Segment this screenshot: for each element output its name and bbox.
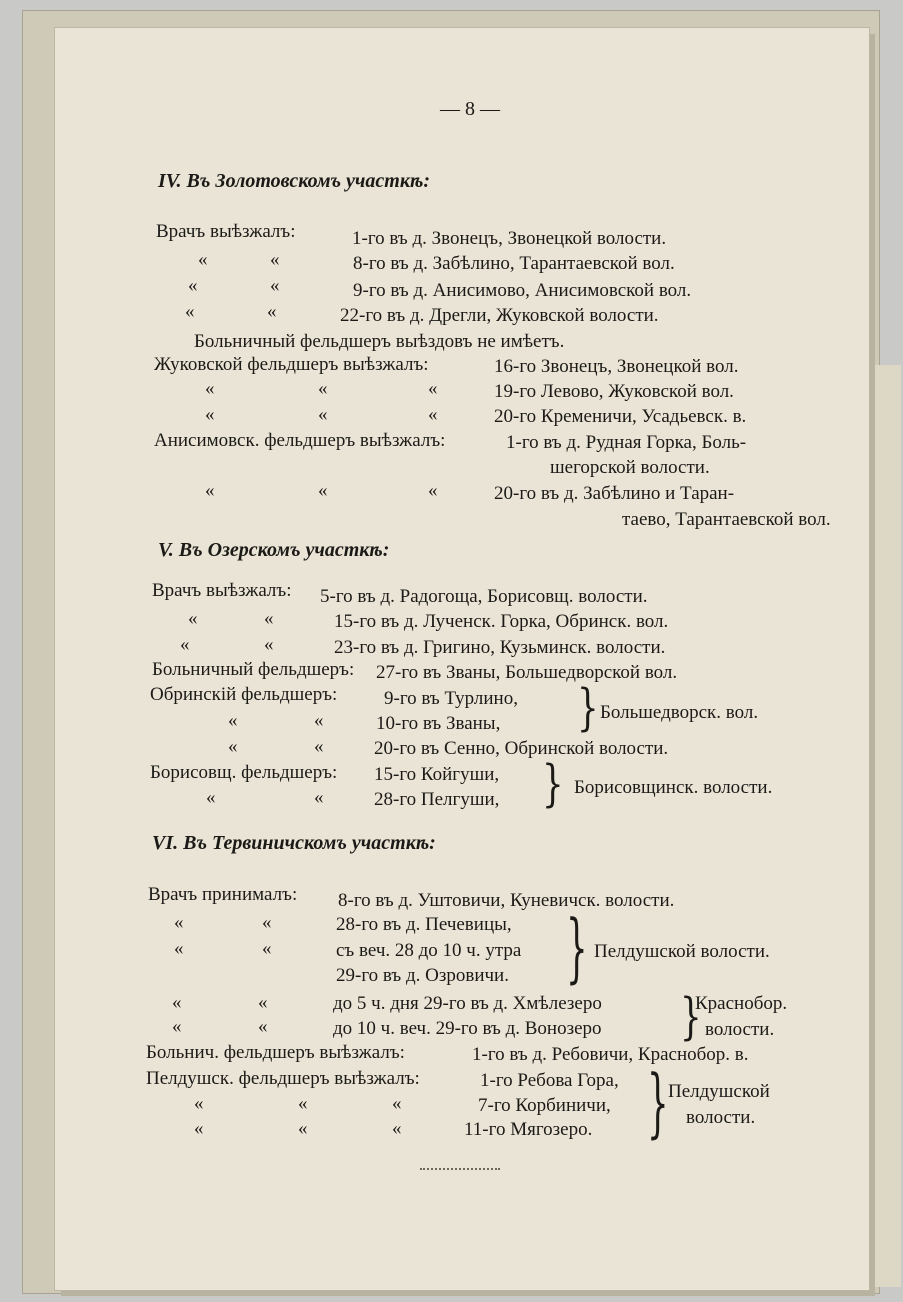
- text-line: до 10 ч. веч. 29-го въ д. Вонозеро: [333, 1018, 602, 1039]
- ditto-mark: «: [194, 1118, 204, 1139]
- ditto-mark: «: [314, 710, 324, 731]
- ditto-mark: «: [314, 787, 324, 808]
- ditto-mark: «: [174, 938, 184, 959]
- ditto-mark: «: [188, 275, 198, 296]
- text-line: Врачъ выѣзжалъ:: [152, 580, 292, 601]
- ditto-mark: «: [262, 938, 272, 959]
- text-line: до 5 ч. дня 29-го въ д. Хмѣлезеро: [333, 993, 602, 1014]
- ditto-mark: «: [318, 404, 328, 425]
- right-brace: }: [577, 679, 599, 738]
- ditto-mark: «: [428, 378, 438, 399]
- ditto-mark: «: [318, 378, 328, 399]
- ditto-mark: «: [174, 912, 184, 933]
- text-line: 10-го въ Званы,: [376, 713, 501, 734]
- ditto-mark: «: [270, 249, 280, 270]
- text-line: 15-го Койгуши,: [374, 764, 500, 785]
- text-line: 8-го въ д. Уштовичи, Куневичск. волости.: [338, 890, 675, 911]
- text-line: 1-го въ д. Рудная Горка, Боль-: [506, 432, 747, 453]
- ditto-mark: «: [188, 608, 198, 629]
- text-line: 22-го въ д. Дрегли, Жуковской волости.: [340, 305, 659, 326]
- ditto-mark: «: [185, 301, 195, 322]
- ditto-mark: «: [267, 301, 277, 322]
- ditto-mark: «: [198, 249, 208, 270]
- text-line: Пелдушск. фельдшеръ выѣзжалъ:: [146, 1068, 420, 1089]
- ditto-mark: «: [172, 1016, 182, 1037]
- text-line: 7-го Корбиничи,: [478, 1095, 611, 1116]
- ditto-mark: «: [205, 480, 215, 501]
- ditto-mark: «: [392, 1093, 402, 1114]
- ditto-mark: «: [270, 275, 280, 296]
- text-line: Врачъ выѣзжалъ:: [156, 221, 296, 242]
- ditto-mark: «: [314, 736, 324, 757]
- text-line: шегорской волости.: [550, 457, 710, 478]
- text-line: волости.: [686, 1107, 756, 1128]
- text-line: 1-го Ребова Гора,: [480, 1070, 619, 1091]
- section-heading: IV. Въ Золотовскомъ участкѣ:: [158, 170, 431, 192]
- text-line: 15-го въ д. Лученск. Горка, Обринск. вол.: [334, 611, 669, 632]
- ditto-mark: «: [172, 992, 182, 1013]
- text-line: 5-го въ д. Радогоща, Борисовщ. волости.: [320, 586, 648, 607]
- text-line: 9-го въ Турлино,: [384, 688, 518, 709]
- text-line: 20-го въ Сенно, Обринской волости.: [374, 738, 669, 759]
- ditto-mark: «: [428, 404, 438, 425]
- section-heading: V. Въ Озерскомъ участкѣ:: [158, 539, 390, 561]
- section-heading: VI. Въ Тервиничскомъ участкѣ:: [152, 832, 436, 854]
- text-line: 1-го въ д. Ребовичи, Краснобор. в.: [472, 1044, 749, 1065]
- ditto-mark: «: [205, 378, 215, 399]
- text-line: 1-го въ д. Звонецъ, Звонецкой волости.: [352, 228, 667, 249]
- text-line: Борисовщинск. волости.: [574, 777, 773, 798]
- ditto-mark: «: [428, 480, 438, 501]
- end-ornament: [420, 1168, 500, 1176]
- text-line: 28-го въ д. Печевицы,: [336, 914, 512, 935]
- text-line: 9-го въ д. Анисимово, Анисимовской вол.: [353, 280, 692, 301]
- ditto-mark: «: [228, 710, 238, 731]
- right-brace: }: [566, 905, 588, 994]
- ditto-mark: «: [298, 1093, 308, 1114]
- right-brace: }: [542, 755, 564, 814]
- text-line: 23-го въ д. Григино, Кузьминск. волости.: [334, 637, 666, 658]
- adjacent-page-edge: [872, 365, 901, 1287]
- right-brace: }: [680, 988, 702, 1047]
- text-line: 8-го въ д. Забѣлино, Тарантаевской вол.: [353, 253, 675, 274]
- text-line: Краснобор.: [695, 993, 788, 1014]
- ditto-mark: «: [264, 634, 274, 655]
- text-line: Пелдушской: [668, 1081, 770, 1102]
- text-line: 16-го Звонецъ, Звонецкой вол.: [494, 356, 739, 377]
- page-number: — 8 —: [440, 98, 500, 120]
- text-line: съ веч. 28 до 10 ч. утра: [336, 940, 522, 961]
- ditto-mark: «: [262, 912, 272, 933]
- text-line: 19-го Левово, Жуковской вол.: [494, 381, 734, 402]
- text-line: Врачъ принималъ:: [148, 884, 298, 905]
- ditto-mark: «: [205, 404, 215, 425]
- text-line: Борисовщ. фельдшеръ:: [150, 762, 338, 783]
- ditto-mark: «: [180, 634, 190, 655]
- text-line: Больничный фельдшеръ выѣздовъ не имѣетъ.: [194, 331, 565, 352]
- text-line: 29-го въ д. Озровичи.: [336, 965, 509, 986]
- ditto-mark: «: [318, 480, 328, 501]
- text-line: Больнич. фельдшеръ выѣзжалъ:: [146, 1042, 405, 1063]
- text-line: Больничный фельдшеръ:: [152, 659, 355, 680]
- text-line: таево, Тарантаевской вол.: [622, 509, 831, 530]
- text-line: Большедворск. вол.: [600, 702, 759, 723]
- text-line: Жуковской фельдшеръ выѣзжалъ:: [154, 354, 429, 375]
- text-line: Обринскій фельдшеръ:: [150, 684, 338, 705]
- ditto-mark: «: [392, 1118, 402, 1139]
- text-line: 20-го въ д. Забѣлино и Таран-: [494, 483, 735, 504]
- ditto-mark: «: [258, 1016, 268, 1037]
- right-brace: }: [647, 1060, 669, 1149]
- text-line: волости.: [705, 1019, 775, 1040]
- text-line: 28-го Пелгуши,: [374, 789, 500, 810]
- ditto-mark: «: [298, 1118, 308, 1139]
- ditto-mark: «: [264, 608, 274, 629]
- text-line: 27-го въ Званы, Большедворской вол.: [376, 662, 678, 683]
- text-line: Анисимовск. фельдшеръ выѣзжалъ:: [154, 430, 446, 451]
- ditto-mark: «: [258, 992, 268, 1013]
- ditto-mark: «: [228, 736, 238, 757]
- ditto-mark: «: [206, 787, 216, 808]
- ditto-mark: «: [194, 1093, 204, 1114]
- text-line: 20-го Кременичи, Усадьевск. в.: [494, 406, 747, 427]
- text-line: Пелдушской волости.: [594, 941, 770, 962]
- text-line: 11-го Мягозеро.: [464, 1119, 593, 1140]
